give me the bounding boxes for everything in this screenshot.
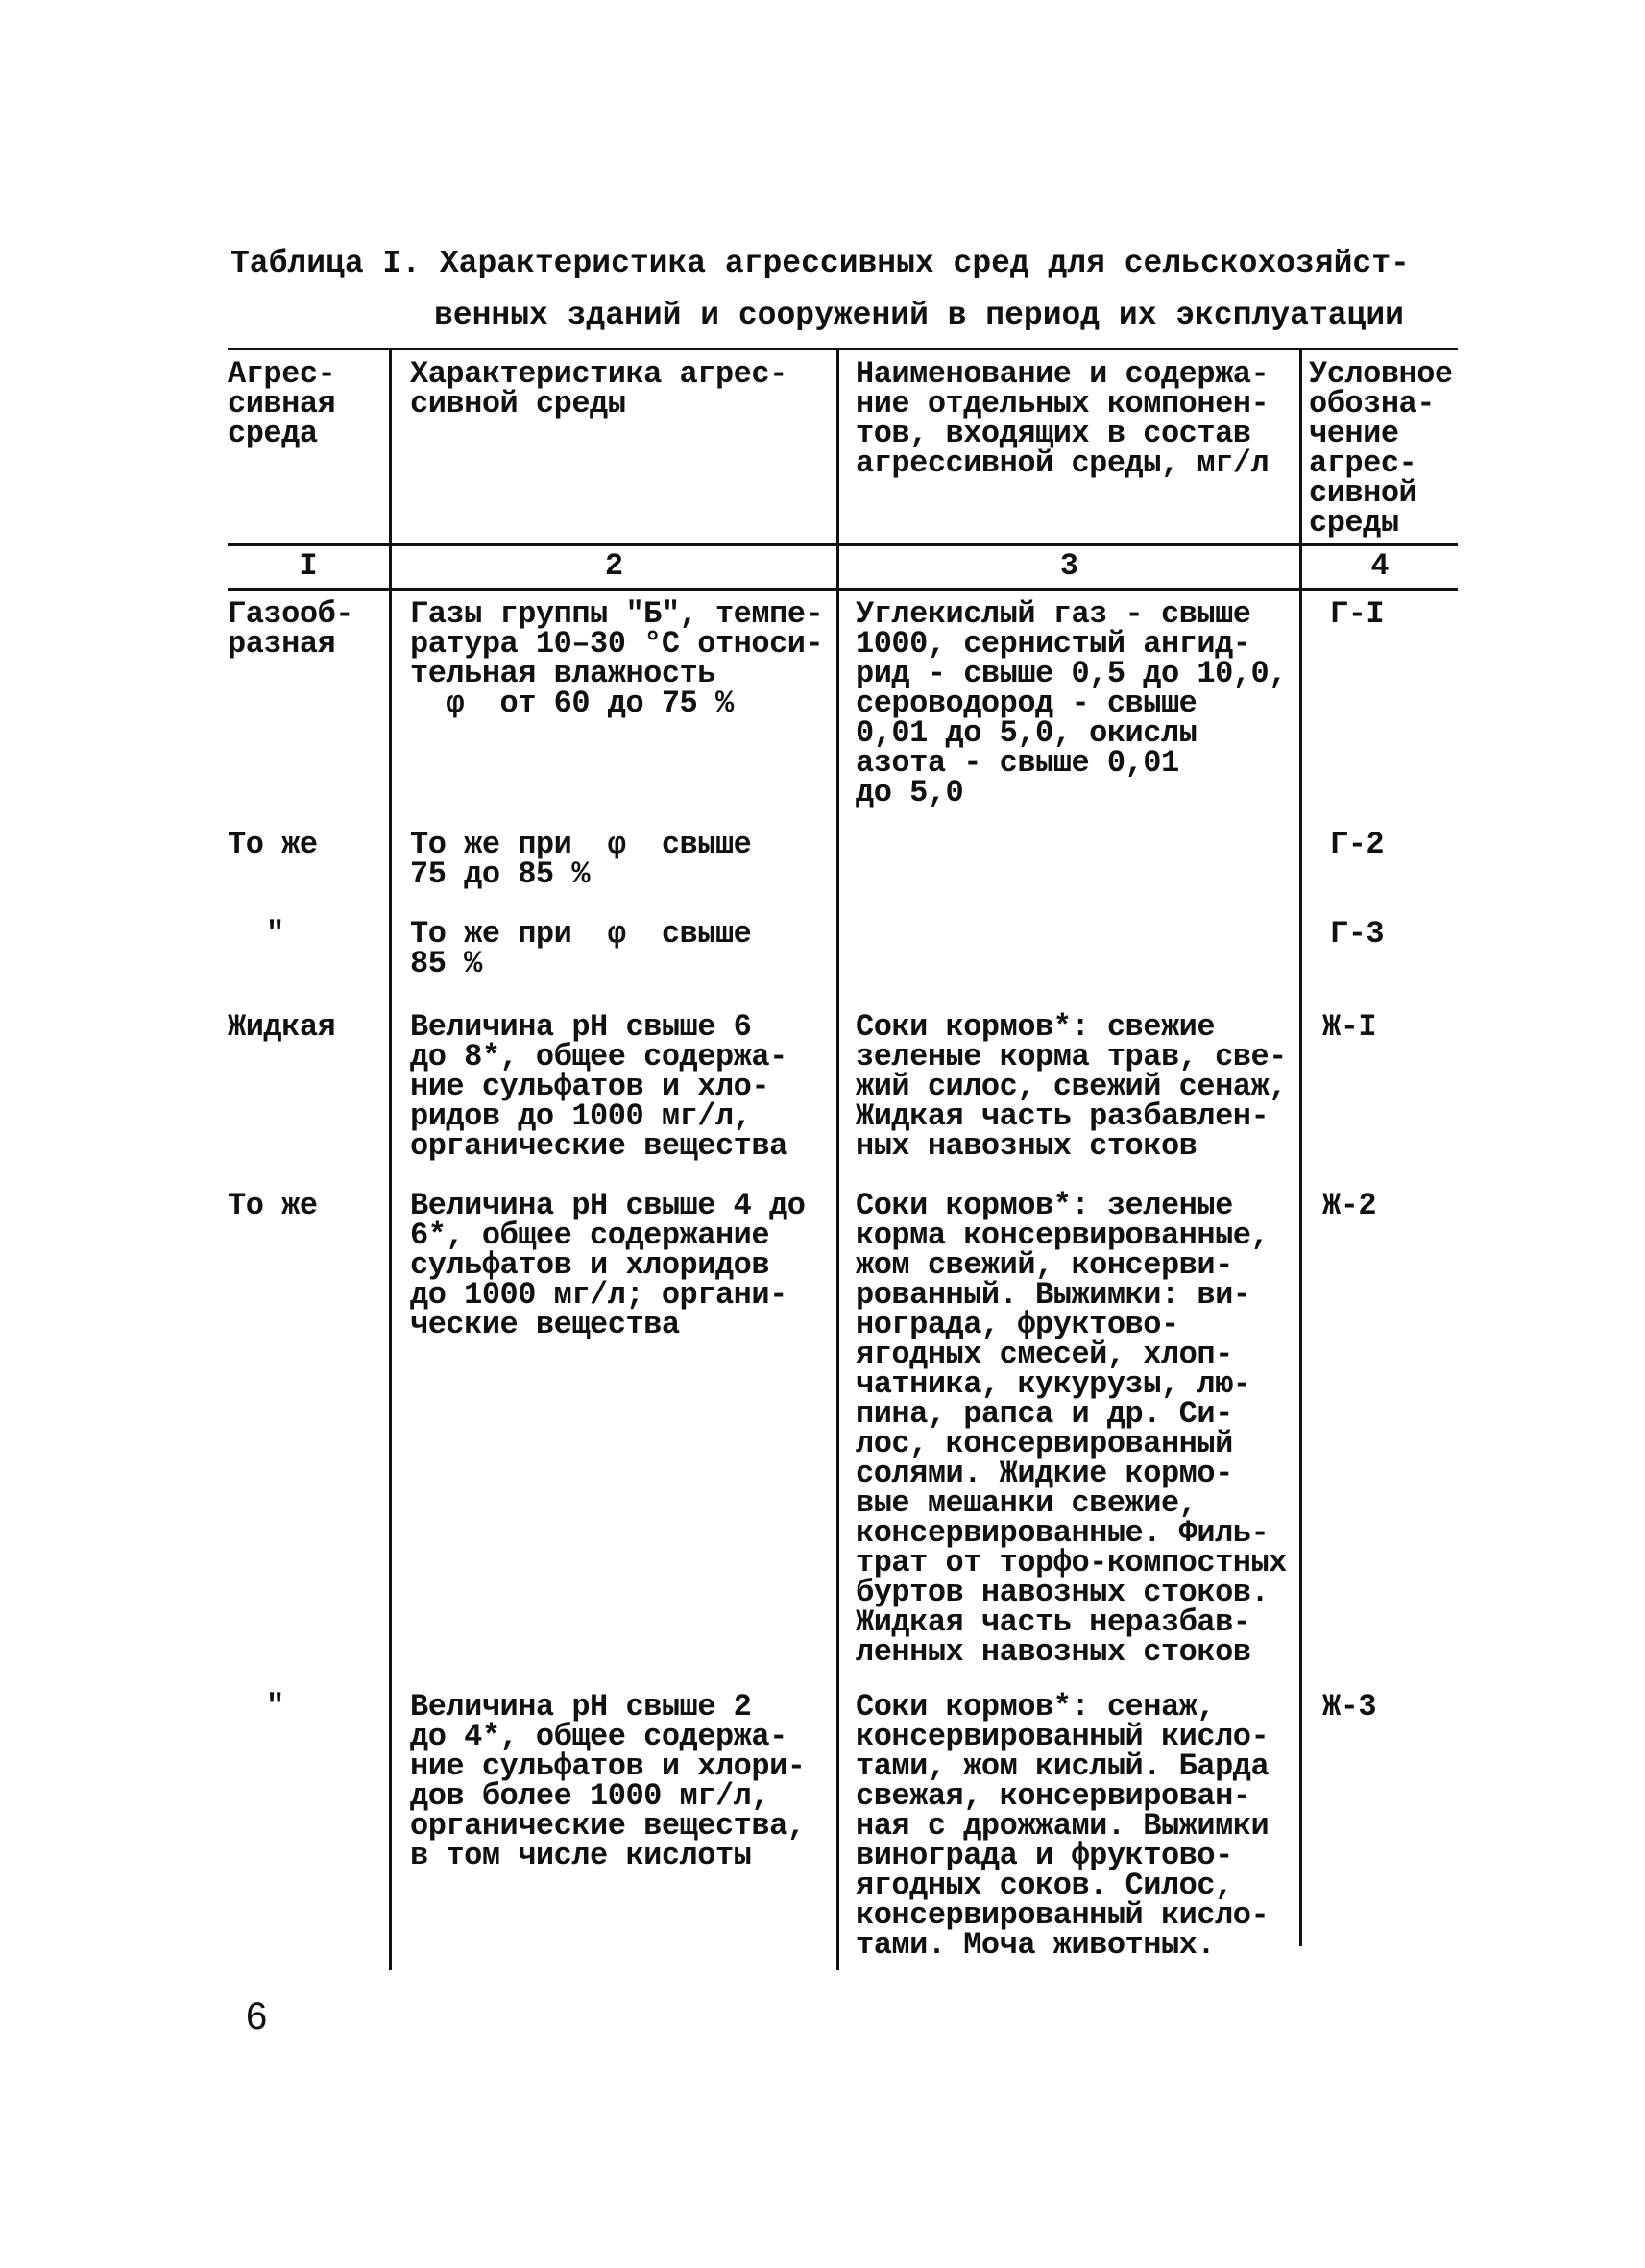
table-caption-line-2: венных зданий и сооружений в период их эксплуатации [434, 298, 1404, 333]
row-1-code: Г-I [1330, 596, 1385, 632]
column-number-2: 2 [604, 548, 624, 584]
row-1-components: Углекислый газ - свыше 1000, сернистый ангид- рид - свыше 0,5 до 10,0, сероводород - свыше 0,01 до 5,0, окислы азота - свыше 0,01 до 5,0 [856, 596, 1287, 810]
row-1-medium: Газооб- разная [228, 596, 353, 662]
row-6-code: Ж-3 [1322, 1689, 1377, 1725]
header-bottom-rule [228, 543, 1458, 546]
row-6-medium: " [266, 1689, 284, 1725]
row-3-code: Г-3 [1330, 916, 1385, 952]
header-components: Наименование и содержа- ние отдельных компонен- тов, входящих в состав агрессивной среды, мг/л [856, 356, 1270, 481]
table-top-rule [228, 348, 1458, 350]
row-4-medium: Жидкая [228, 1009, 336, 1045]
row-3-characteristic: То же при φ свыше 85 % [410, 916, 752, 981]
table-caption [230, 238, 1479, 342]
row-6-characteristic: Величина pH свыше 2 до 4*, общее содержа- ние сульфатов и хлори- дов более 1000 мг/л, органические вещества, в том числе кислоты [410, 1689, 806, 1873]
row-2-code: Г-2 [1330, 827, 1385, 862]
numbers-bottom-rule [228, 588, 1458, 591]
column-divider-1 [389, 348, 392, 1970]
row-4-characteristic: Величина pH свыше 6 до 8*, общее содержа- ние сульфатов и хло- ридов до 1000 мг/л, органические вещества [410, 1009, 787, 1164]
row-3-medium: " [266, 916, 284, 952]
column-number-3: 3 [1059, 548, 1079, 584]
column-number-1: I [299, 548, 318, 584]
row-4-components: Соки кормов*: свежие зеленые корма трав, све- жий силос, свежий сенаж, Жидкая часть разбавлен- ных навозных стоков [856, 1009, 1287, 1164]
row-2-characteristic: То же при φ свыше 75 до 85 % [410, 827, 752, 892]
row-1-characteristic: Газы группы "Б", темпе- ратура 10–30 °С относи- тельная влажность φ от 60 до 75 % [410, 596, 824, 721]
column-number-4: 4 [1370, 548, 1390, 584]
header-code: Условное обозна- чение агрес- сивной среды [1309, 356, 1453, 541]
table-caption-line-1: Таблица I. Характеристика агрессивных сред для сельскохозяйст- [230, 246, 1410, 281]
aggressive-media-table [228, 348, 1458, 1970]
column-divider-3 [1299, 348, 1302, 1946]
row-6-components: Соки кормов*: сенаж, консервированный кисло- тами, жом кислый. Барда свежая, консервирован- ная с дрожжами. Выжимки винограда и фруктово- ягодных соков. Силос, консервированный кисло- тами. Моча животных. [856, 1689, 1270, 1963]
row-5-components: Соки кормов*: зеленые корма консервированные, жом свежий, консерви- рованный. Выжимки: ви- нограда, фруктово- ягодных смесей, хлоп- чатника, кукурузы, лю- пина, рапса и др. Си- лос, консервированный солями. Жидкие кормо- вые мешанки свежие, консервированные. Филь- трат от торфо-компостных буртов навозных стоков. Жидкая часть неразбав- ленных навозных стоков [856, 1188, 1287, 1670]
header-medium: Агрес- сивная среда [228, 356, 336, 451]
row-2-medium: То же [228, 827, 318, 862]
row-5-characteristic: Величина pH свыше 4 до 6*, общее содержание сульфатов и хлоридов до 1000 мг/л; органи- ческие вещества [410, 1188, 806, 1342]
page-number: 6 [246, 1995, 268, 2038]
row-4-code: Ж-I [1322, 1009, 1377, 1045]
header-characteristic: Характеристика агрес- сивной среды [410, 356, 787, 422]
row-5-medium: То же [228, 1188, 318, 1223]
column-divider-2 [836, 348, 839, 1970]
row-5-code: Ж-2 [1322, 1188, 1377, 1223]
